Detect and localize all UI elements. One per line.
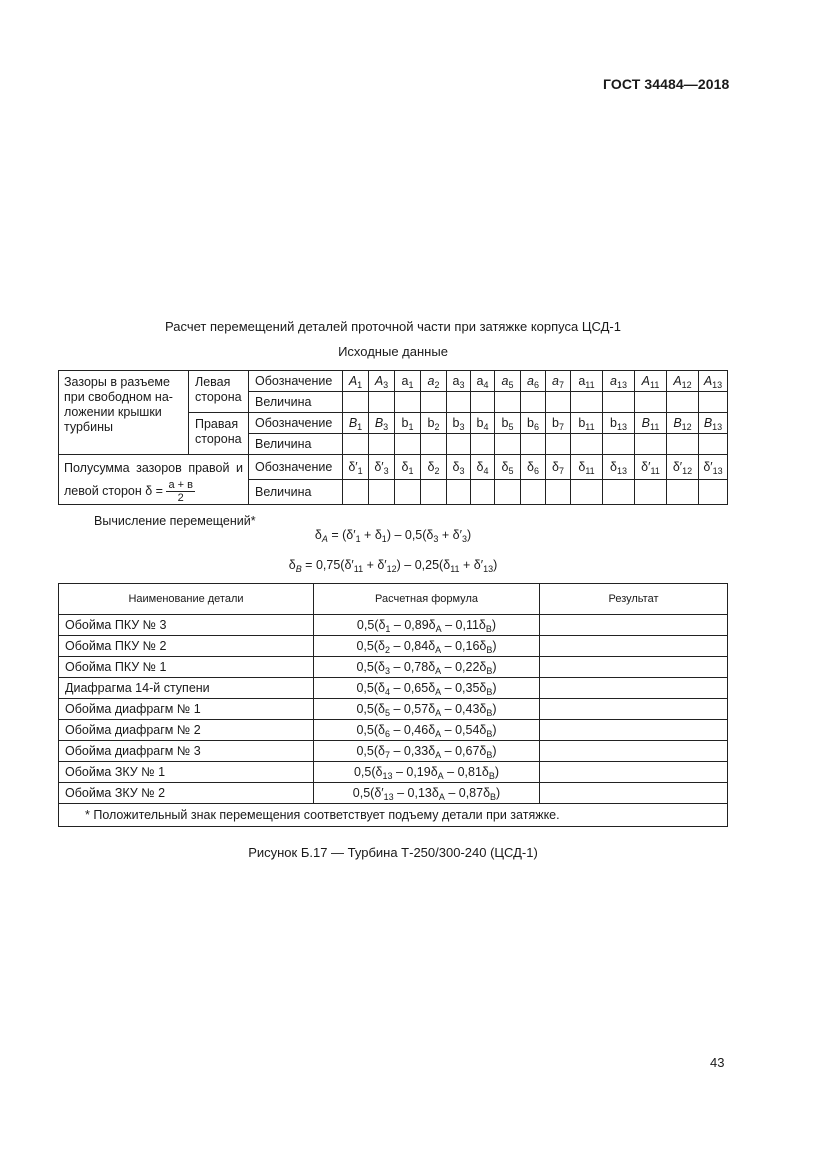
part-formula: $0,5(\delta'_{13} - 0,13\delta_A - 0,87\delta_B)$ <box>314 783 540 804</box>
symbol-cell: $A_{12}$ <box>667 371 699 392</box>
calc-label: Вычисление перемещений* <box>94 514 256 528</box>
symbol-cell: $\delta'_{12}$ <box>667 455 699 480</box>
figure-caption: Рисунок Б.17 — Турбина Т-250/300-240 (ЦСД-1) <box>248 845 538 860</box>
symbol-cell: $a_{11}$ <box>571 371 603 392</box>
formula-delta-a: $\delta_A = (\delta'_1 + \delta_1) - 0,5(\delta_3 + \delta'_3)$ <box>314 528 472 544</box>
input-data-table <box>58 370 728 505</box>
symbol-cell: $B_1$ <box>343 413 369 434</box>
table-row <box>59 741 728 762</box>
table-row <box>59 678 728 699</box>
symbol-cell: $\delta'_3$ <box>369 455 395 480</box>
half-sum-fraction <box>166 479 195 504</box>
delta-equals: δ = <box>145 483 163 498</box>
part-result <box>540 657 728 678</box>
part-result <box>540 741 728 762</box>
symbol-cell: $b_{13}$ <box>603 413 635 434</box>
symbol-cell: $\delta_3$ <box>447 455 471 480</box>
symbol-cell: $\delta_7$ <box>546 455 571 480</box>
symbol-cell: $b_1$ <box>395 413 421 434</box>
symbol-cell: $b_{11}$ <box>571 413 603 434</box>
part-name: Обойма ЗКУ № 2 <box>59 783 314 804</box>
symbol-cell: $b_2$ <box>421 413 447 434</box>
right-side-label: Правая сторона <box>189 413 249 455</box>
part-formula: $0,5(\delta_{13} - 0,19\delta_A - 0,81\delta_B)$ <box>314 762 540 783</box>
symbol-cell: $a_{13}$ <box>603 371 635 392</box>
page-subtitle: Исходные данные <box>338 344 448 359</box>
symbol-cell: $a_6$ <box>521 371 546 392</box>
symbol-cell: $\delta_1$ <box>395 455 421 480</box>
designation-label: Обозначение <box>249 413 343 434</box>
symbol-cell: $\delta_{13}$ <box>603 455 635 480</box>
symbol-cell: $\delta_{11}$ <box>571 455 603 480</box>
gap-group-label: Зазоры в разъеме при свободном на-ложении крышки турбины <box>59 371 189 455</box>
page-number: 43 <box>710 1055 725 1070</box>
symbol-cell: $A_1$ <box>343 371 369 392</box>
symbol-cell: $\delta_2$ <box>421 455 447 480</box>
designation-label: Обозначение <box>249 371 343 392</box>
symbol-cell: $b_4$ <box>471 413 495 434</box>
part-formula: $0,5(\delta_6 - 0,46\delta_A - 0,54\delta_B)$ <box>314 720 540 741</box>
page-title: Расчет перемещений деталей проточной части при затяжке корпуса ЦСД-1 <box>165 319 621 334</box>
value-label: Величина <box>249 392 343 413</box>
table-row <box>59 636 728 657</box>
fraction-numerator: а + в <box>168 479 193 491</box>
table-row <box>59 783 728 804</box>
symbol-cell: $A_{13}$ <box>699 371 728 392</box>
results-table <box>58 583 728 827</box>
symbol-cell: $a_2$ <box>421 371 447 392</box>
symbol-cell: $\delta_4$ <box>471 455 495 480</box>
symbol-cell: $\delta_5$ <box>495 455 521 480</box>
standard-header: ГОСТ 34484—2018 <box>603 76 730 92</box>
table-row <box>59 720 728 741</box>
symbol-cell: $a_3$ <box>447 371 471 392</box>
symbol-cell: $a_7$ <box>546 371 571 392</box>
symbol-cell: $A_3$ <box>369 371 395 392</box>
symbol-cell: $B_{13}$ <box>699 413 728 434</box>
part-result <box>540 636 728 657</box>
part-result <box>540 615 728 636</box>
value-label: Величина <box>249 434 343 455</box>
column-header-result: Результат <box>540 584 728 615</box>
part-name: Обойма ПКУ № 1 <box>59 657 314 678</box>
part-result <box>540 783 728 804</box>
symbol-cell: $B_3$ <box>369 413 395 434</box>
fraction-denominator: 2 <box>177 492 184 504</box>
symbol-cell: $a_4$ <box>471 371 495 392</box>
part-result <box>540 678 728 699</box>
symbol-cell: $B_{12}$ <box>667 413 699 434</box>
symbol-cell: $b_5$ <box>495 413 521 434</box>
part-formula: $0,5(\delta_2 - 0,84\delta_A - 0,16\delta_B)$ <box>314 636 540 657</box>
table-row <box>59 762 728 783</box>
symbol-cell: $\delta'_1$ <box>343 455 369 480</box>
part-formula: $0,5(\delta_7 - 0,33\delta_A - 0,67\delta_B)$ <box>314 741 540 762</box>
table-row <box>59 615 728 636</box>
symbol-cell: $b_6$ <box>521 413 546 434</box>
symbol-cell: $\delta_6$ <box>521 455 546 480</box>
symbol-cell: $b_3$ <box>447 413 471 434</box>
table-row <box>59 657 728 678</box>
value-label: Величина <box>249 480 343 505</box>
part-name: Обойма ЗКУ № 1 <box>59 762 314 783</box>
part-result <box>540 762 728 783</box>
symbol-cell: $\delta'_{11}$ <box>635 455 667 480</box>
symbol-cell: $A_{11}$ <box>635 371 667 392</box>
table-row <box>59 699 728 720</box>
left-side-label: Левая сторона <box>189 371 249 413</box>
part-name: Диафрагма 14-й ступени <box>59 678 314 699</box>
formula-delta-b: $\delta_B = 0,75(\delta'_{11} + \delta'_{12}) - 0,25(\delta_{11} + \delta'_{13})$ <box>288 558 498 574</box>
part-name: Обойма ПКУ № 2 <box>59 636 314 657</box>
footnote: * Положительный знак перемещения соответствует подъему детали при затяжке. <box>59 804 728 827</box>
part-formula: $0,5(\delta_4 - 0,65\delta_A - 0,35\delta_B)$ <box>314 678 540 699</box>
part-name: Обойма диафрагм № 3 <box>59 741 314 762</box>
symbol-cell: $a_1$ <box>395 371 421 392</box>
column-header-formula: Расчетная формула <box>314 584 540 615</box>
symbol-cell: $B_{11}$ <box>635 413 667 434</box>
part-formula: $0,5(\delta_1 - 0,89\delta_A - 0,11\delta_B)$ <box>314 615 540 636</box>
column-header-part-name: Наименование детали <box>59 584 314 615</box>
part-formula: $0,5(\delta_3 - 0,78\delta_A - 0,22\delta_B)$ <box>314 657 540 678</box>
part-name: Обойма ПКУ № 3 <box>59 615 314 636</box>
half-sum-text: Полусумма зазоров правой и левой сторон <box>64 461 243 498</box>
part-formula: $0,5(\delta_5 - 0,57\delta_A - 0,43\delta_B)$ <box>314 699 540 720</box>
part-name: Обойма диафрагм № 1 <box>59 699 314 720</box>
designation-label: Обозначение <box>249 455 343 480</box>
symbol-cell: $\delta'_{13}$ <box>699 455 728 480</box>
part-result <box>540 720 728 741</box>
part-name: Обойма диафрагм № 2 <box>59 720 314 741</box>
symbol-cell: $b_7$ <box>546 413 571 434</box>
symbol-cell: $a_5$ <box>495 371 521 392</box>
half-sum-label <box>59 455 249 505</box>
part-result <box>540 699 728 720</box>
